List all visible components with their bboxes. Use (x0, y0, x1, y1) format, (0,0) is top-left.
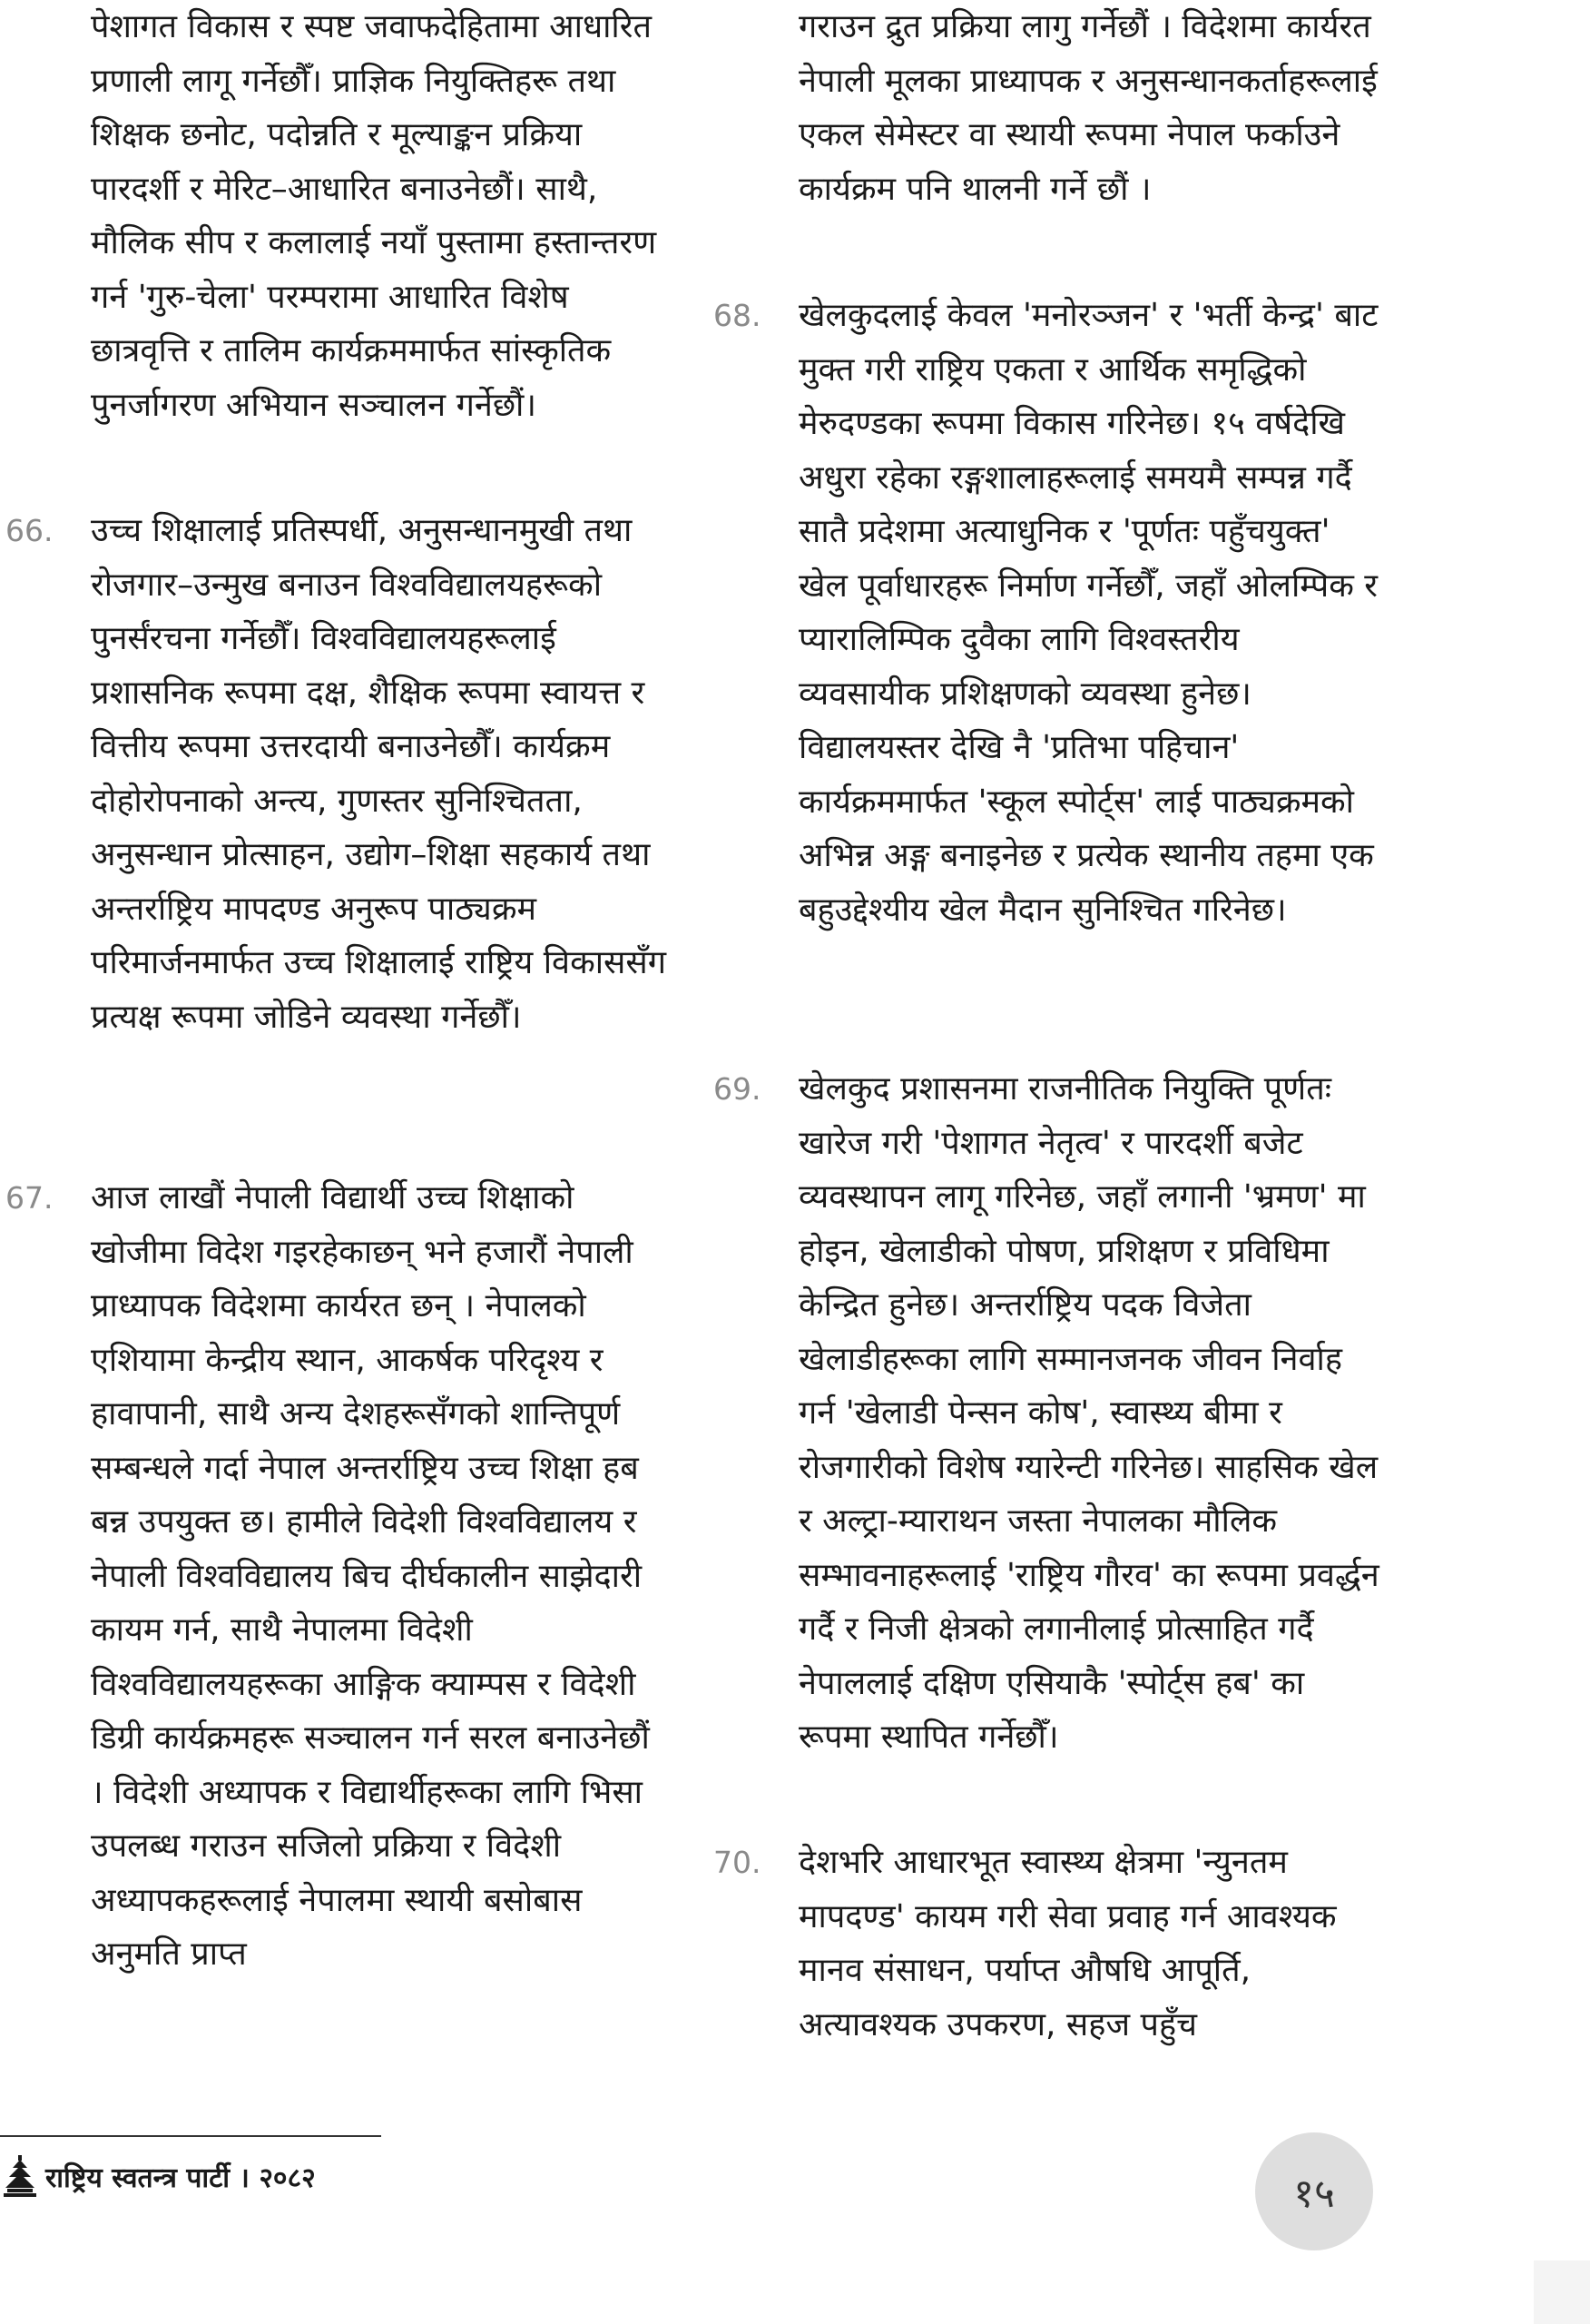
item-number: 70. (713, 1845, 761, 1880)
item-number: 67. (5, 1180, 54, 1216)
item-text: आज लाखौं नेपाली विद्यार्थी उच्च शिक्षाको खोजीमा विदेश गइरहेकाछन् भने हजारौं नेपाली प्राध्यापक विदेशमा कार्यरत छन् । नेपालको एशियामा केन्द्रीय स्थान, आकर्षक परिदृश्य र हावापानी, साथै अन्य देशहरूसँगको शान्तिपूर्ण सम्बन्धले गर्दा नेपाल अन्तर्राष्ट्रिय उच्च शिक्षा हब बन्न उपयुक्त छ। हामीले विदेशी विश्वविद्यालय र नेपाली विश्वविद्यालय बिच दीर्घकालीन साझेदारी कायम गर्न, साथै नेपालमा विदेशी विश्वविद्यालयहरूका आङ्गिक क्याम्पस र विदेशी डिग्री कार्यक्रमहरू सञ्चालन गर्न सरल बनाउनेछौं । विदेशी अध्यापक र विद्यार्थीहरूका लागि भिसा उपलब्ध गराउन सजिलो प्रक्रिया र विदेशी अध्यापकहरूलाई नेपालमा स्थायी बसोबास अनुमति प्राप्त (91, 1179, 650, 1973)
item-text: खेलकुदलाई केवल 'मनोरञ्जन' र 'भर्ती केन्द्र' बाट मुक्त गरी राष्ट्रिय एकता र आर्थिक समृद्धिको मेरुदण्डका रूपमा विकास गरिनेछ। १५ वर्षदेखि अधुरा रहेका रङ्गशालाहरूलाई समयमै सम्पन्न गर्दै सातै प्रदेशमा अत्याधुनिक र 'पूर्णतः पहुँचयुक्त' खेल पूर्वाधारहरू निर्माण गर्नेछौँ, जहाँ ओलम्पिक र प्यारालिम्पिक दुवैका लागि विश्वस्तरीय व्यवसायीक प्रशिक्षणको व्यवस्था हुनेछ। विद्यालयस्तर देखि नै 'प्रतिभा पहिचान' कार्यक्रममार्फत 'स्कूल स्पोर्ट्स' लाई पाठ्यक्रमको अभिन्न अङ्ग बनाइनेछ र प्रत्येक स्थानीय तहमा एक बहुउद्देश्यीय खेल मैदान सुनिश्चित गरिनेछ। (799, 297, 1379, 929)
page-number-badge (1255, 2132, 1373, 2250)
item-number: 66. (5, 513, 54, 548)
continued-paragraph: पेशागत विकास र स्पष्ट जवाफदेहितामा आधारित प्रणाली लागू गर्नेछौँ। प्राज्ञिक नियुक्तिहरू तथा शिक्षक छनोट, पदोन्नति र मूल्याङ्कन प्रक्रिया पारदर्शी र मेरिट–आधारित बनाउनेछौं। साथै, मौलिक सीप र कलालाई नयाँ पुस्तामा हस्तान्तरण गर्न 'गुरु-चेला' परम्परामा आधारित विशेष छात्रवृत्ति र तालिम कार्यक्रममार्फत सांस्कृतिक पुनर्जागरण अभियान सञ्चालन गर्नेछौं। (91, 8, 657, 424)
item-number: 68. (713, 298, 761, 333)
continued-paragraph: गराउन द्रुत प्रक्रिया लागु गर्नेछौं । विदेशमा कार्यरत नेपाली मूलका प्राध्यापक र अनुसन्धानकर्ताहरूलाई एकल सेमेस्टर वा स्थायी रूपमा नेपाल फर्काउने कार्यक्रम पनि थालनी गर्ने छौं । (799, 8, 1378, 208)
corner-shade (1534, 2260, 1590, 2324)
footer-brand-text: राष्ट्रिय स्वतन्त्र पार्टी । २०८२ (45, 2162, 316, 2194)
item-text: देशभरि आधारभूत स्वास्थ्य क्षेत्रमा 'न्युनतम मापदण्ड' कायम गरी सेवा प्रवाह गर्न आवश्यक मानव संसाधन, पर्याप्त औषधि आपूर्ति, अत्यावश्यक उपकरण, सहज पहुँच (799, 1844, 1337, 2043)
item-text: खेलकुद प्रशासनमा राजनीतिक नियुक्ति पूर्णतः खारेज गरी 'पेशागत नेतृत्व' र पारदर्शी बजेट व्यवस्थापन लागू गरिनेछ, जहाँ लगानी 'भ्रमण' मा होइन, खेलाडीको पोषण, प्रशिक्षण र प्रविधिमा केन्द्रित हुनेछ। अन्तर्राष्ट्रिय पदक विजेता खेलाडीहरूका लागि सम्मानजनक जीवन निर्वाह गर्न 'खेलाडी पेन्सन कोष', स्वास्थ्य बीमा र रोजगारीको विशेष ग्यारेन्टी गरिनेछ। साहसिक खेल र अल्ट्रा-म्याराथन जस्ता नेपालका मौलिक सम्भावनाहरूलाई 'राष्ट्रिय गौरव' का रूपमा प्रवर्द्धन गर्दै र निजी क्षेत्रको लगानीलाई प्रोत्साहित गर्दै नेपाललाई दक्षिण एसियाकै 'स्पोर्ट्स हब' का रूपमा स्थापित गर्नेछौँ। (799, 1070, 1379, 1756)
item-text: उच्च शिक्षालाई प्रतिस्पर्धी, अनुसन्धानमुखी तथा रोजगार–उन्मुख बनाउन विश्वविद्यालयहरूको पुनर्संरचना गर्नेछौँ। विश्वविद्यालयहरूलाई प्रशासनिक रूपमा दक्ष, शैक्षिक रूपमा स्वायत्त र वित्तीय रूपमा उत्तरदायी बनाउनेछौँ। कार्यक्रम दोहोरोपनाको अन्त्य, गुणस्तर सुनिश्चितता, अनुसन्धान प्रोत्साहन, उद्योग–शिक्षा सहकार्य तथा अन्तर्राष्ट्रिय मापदण्ड अनुरूप पाठ्यक्रम परिमार्जनमार्फत उच्च शिक्षालाई राष्ट्रिय विकाससँग प्रत्यक्ष रूपमा जोडिने व्यवस्था गर्नेछौँ। (91, 512, 666, 1036)
bell-icon (4, 2155, 36, 2197)
page-number: १५ (1293, 2171, 1335, 2217)
item-number: 69. (713, 1071, 761, 1107)
footer-divider (0, 2135, 381, 2137)
footer-brand (4, 2153, 316, 2199)
